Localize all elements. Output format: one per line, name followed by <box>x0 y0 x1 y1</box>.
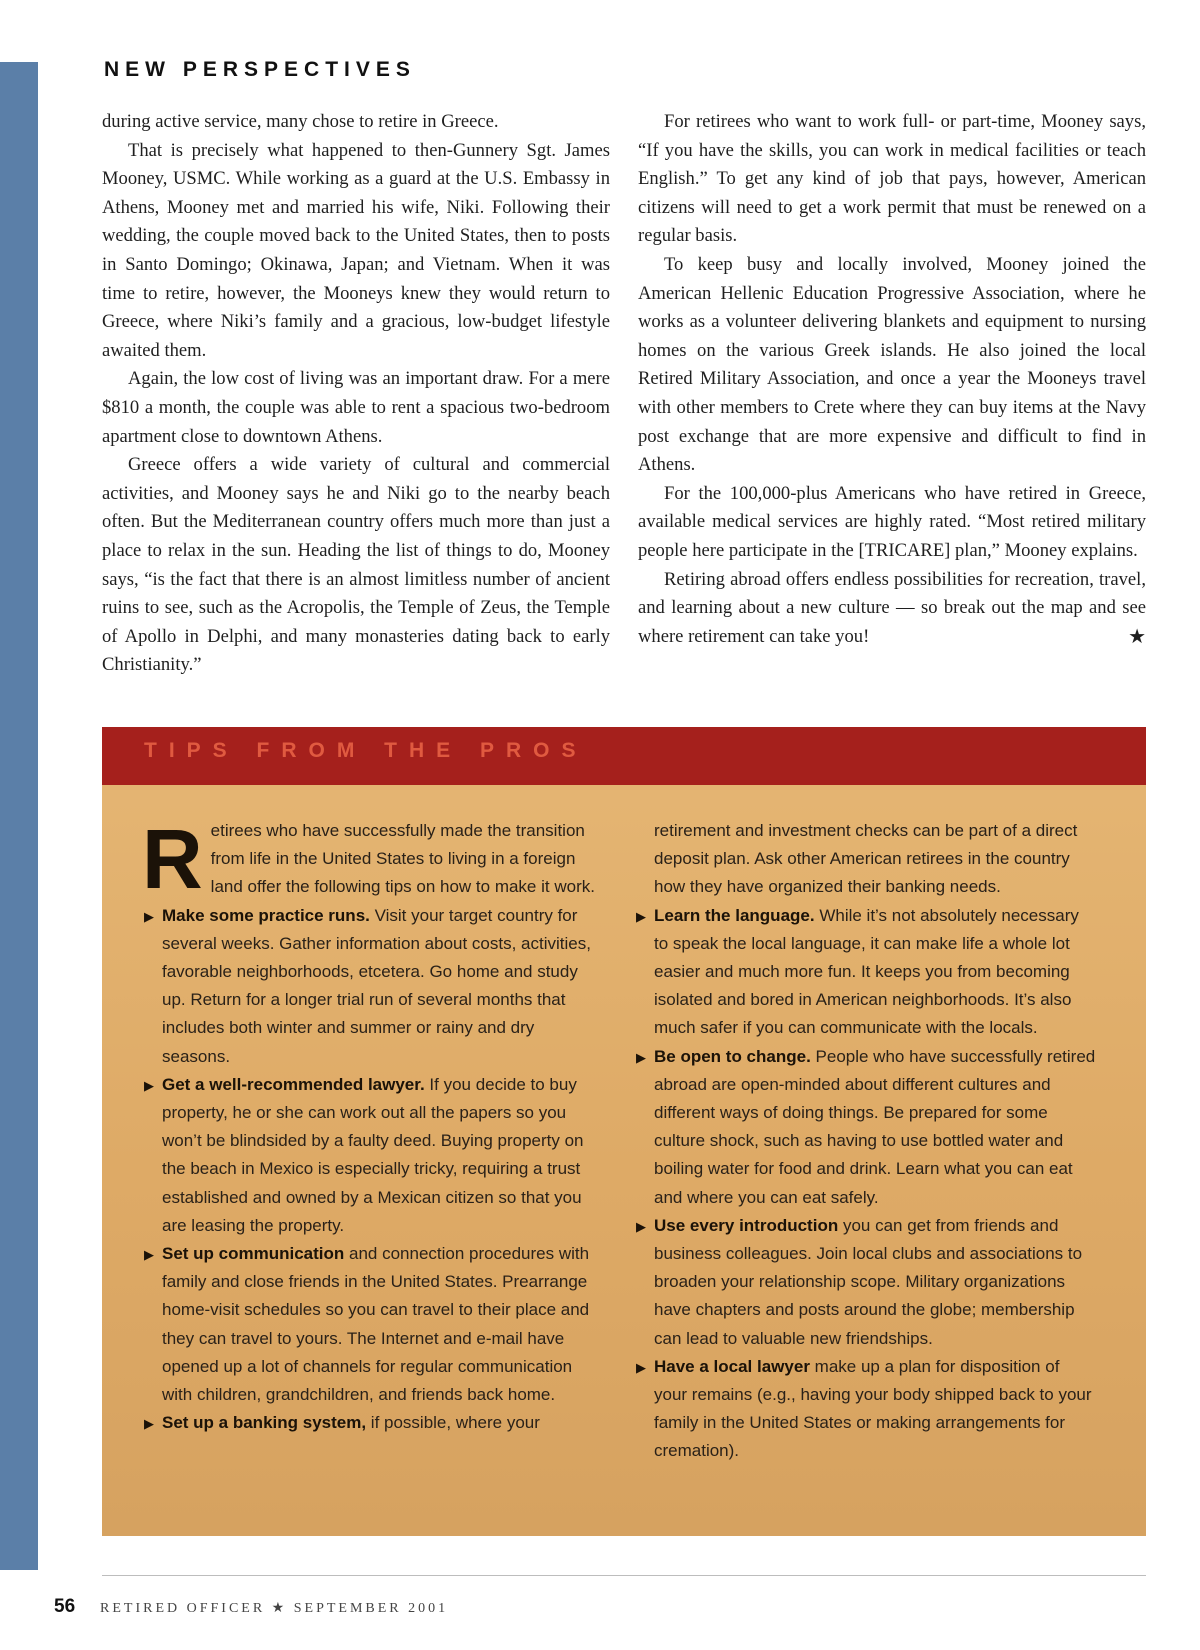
article-column-right <box>638 108 1146 651</box>
tip-item <box>142 1240 604 1409</box>
article-paragraph: For retirees who want to work full- or part-time, Mooney says, “If you have the skills, you can work in medical facilities or teach English.” To get any kind of job that pays, however, American citizens will need to get a work permit that must be renewed on a regular basis. <box>638 111 1146 247</box>
tips-column-left <box>142 812 604 1437</box>
tip-text: Visit your target country for several weeks. Gather information about costs, activities, favorable neighborhoods, etcetera. Go home and study up. Return for a longer trial run of several months that includes both winter and summer or rainy and dry seasons. <box>162 905 591 1066</box>
tip-item <box>634 1043 1096 1212</box>
page-number: 56 <box>54 1596 76 1617</box>
article-paragraph: To keep busy and locally involved, Mooney joined the American Hellenic Education Progressive Association, where he works as a volunteer delivering blankets and equipment to nursing homes on the various Greek islands. He also joined the local Retired Military Association, and once a year the Mooneys travel with other members to Crete where they can buy items at the Navy post exchange that are more expensive and difficult to find in Athens. <box>638 253 1146 476</box>
triangle-bullet-icon: ▶ <box>636 1218 646 1234</box>
triangle-bullet-icon: ▶ <box>636 908 646 924</box>
tip-item <box>142 902 604 1071</box>
article-paragraph: during active service, many chose to retire in Greece. <box>102 111 499 132</box>
tip-text: If you decide to buy property, he or she can work out all the papers so you won’t be blindsided by a faulty deed. Buying property on the beach in Mexico is especially tricky, requiring a trust established and owned by a Mexican citizen so that you are leasing the property. <box>162 1074 584 1235</box>
article-column-left <box>102 108 610 680</box>
article-paragraph: That is precisely what happened to then-Gunnery Sgt. James Mooney, USMC. While working as a guard at the U.S. Embassy in Athens, Mooney met and married his wife, Niki. Following their wedding, the couple moved back to the United States, then to posts in Santo Domingo; Okinawa, Japan; and Vietnam. When it was time to retire, however, the Mooneys knew they would return to Greece, where Niki’s family and a gracious, low-budget lifestyle awaited them. <box>102 139 610 361</box>
tip-item <box>634 1212 1096 1353</box>
tip-text: and connection procedures with family and close friends in the United States. Prearrange home-visit schedules so you can travel to their place and they can travel to yours. The Internet and e-mail have opened up a lot of channels for regular communication with children, grandchildren, and friends back home. <box>162 1244 590 1405</box>
footer-publication: RETIRED OFFICER ★ SEPTEMBER 2001 <box>100 1601 449 1616</box>
article-paragraph: For the 100,000-plus Americans who have retired in Greece, available medical services are highly rated. “Most retired military people here participate in the [TRICARE] plan,” Mooney explains. <box>638 482 1146 561</box>
footer-divider <box>102 1575 1146 1576</box>
tip-lead: Have a local lawyer <box>654 1356 810 1376</box>
triangle-bullet-icon: ▶ <box>144 1247 154 1263</box>
tip-item-continued <box>634 817 1096 902</box>
tip-lead: Be open to change. <box>654 1046 811 1066</box>
tip-lead: Use every introduction <box>654 1215 839 1235</box>
tip-lead: Set up communication <box>162 1244 345 1264</box>
tips-intro-text: etirees who have successfully made the transition from life in the United States to living in a foreign land offer the following tips on how to make it work. <box>210 821 595 897</box>
triangle-bullet-icon: ▶ <box>144 908 154 924</box>
tips-column-right <box>634 817 1096 1466</box>
tip-lead: Learn the language. <box>654 905 815 925</box>
triangle-bullet-icon: ▶ <box>636 1049 646 1065</box>
tip-text: you can get from friends and business colleagues. Join local clubs and associations to broaden your relationship scope. Military organizations have chapters and posts around the globe; membership can lead to valuable new friendships. <box>654 1215 1083 1348</box>
tip-text: if possible, where your <box>366 1413 540 1433</box>
article-paragraph-final <box>638 566 1146 652</box>
drop-cap: R <box>142 812 203 906</box>
tip-lead: Get a well-recommended lawyer. <box>162 1074 425 1094</box>
page-edge-bar <box>0 62 38 1570</box>
tips-intro <box>142 812 604 906</box>
tip-item <box>634 1353 1096 1466</box>
tips-sidebar-box <box>102 727 1146 1536</box>
tip-text: People who have successfully retired abroad are open-minded about different cultures and different ways of doing things. Be prepared for some culture shock, such as having to use bottled water and boiling water for food and drink. Learn what you can eat and where you can eat safely. <box>654 1046 1096 1207</box>
tip-lead: Make some practice runs. <box>162 905 370 925</box>
section-header: NEW PERSPECTIVES <box>104 58 416 81</box>
tip-lead: Set up a banking system, <box>162 1413 367 1433</box>
tip-item <box>142 1409 604 1437</box>
end-star-icon: ★ <box>1128 625 1146 648</box>
tip-item <box>634 902 1096 1043</box>
article-paragraph-text: Retiring abroad offers endless possibilities for recreation, travel, and learning about a new culture — so break out the map and see where retirement can take you! <box>638 568 1146 647</box>
tip-item <box>142 1071 604 1240</box>
triangle-bullet-icon: ▶ <box>144 1077 154 1093</box>
tips-title: TIPS FROM THE PROS <box>144 739 588 762</box>
tip-text: While it’s not absolutely necessary to speak the local language, it can make life a whole lot easier and much more fun. It keeps you from becoming isolated and bored in American neighborhoods. It’s also much safer if you can communicate with the locals. <box>654 905 1079 1038</box>
tip-text: make up a plan for disposition of your remains (e.g., having your body shipped back to your family in the United States or making arrangements for cremation). <box>654 1356 1092 1461</box>
tip-text: retirement and investment checks can be part of a direct deposit plan. Ask other American retirees in the country how they have organized their banking needs. <box>654 821 1078 897</box>
triangle-bullet-icon: ▶ <box>144 1416 154 1432</box>
article-paragraph: Again, the low cost of living was an important draw. For a mere $810 a month, the couple was able to rent a spacious two-bedroom apartment close to downtown Athens. <box>102 368 610 447</box>
tips-title-bar <box>102 727 1146 785</box>
triangle-bullet-icon: ▶ <box>636 1359 646 1375</box>
article-paragraph: Greece offers a wide variety of cultural and commercial activities, and Mooney says he and Niki go to the nearby beach often. But the Mediterranean country offers much more than just a place to relax in the sun. Heading the list of things to do, Mooney says, “is the fact that there is an almost limitless number of ancient ruins to see, such as the Acropolis, the Temple of Zeus, the Temple of Apollo in Delphi, and many monasteries dating back to early Christianity.” <box>102 454 610 676</box>
